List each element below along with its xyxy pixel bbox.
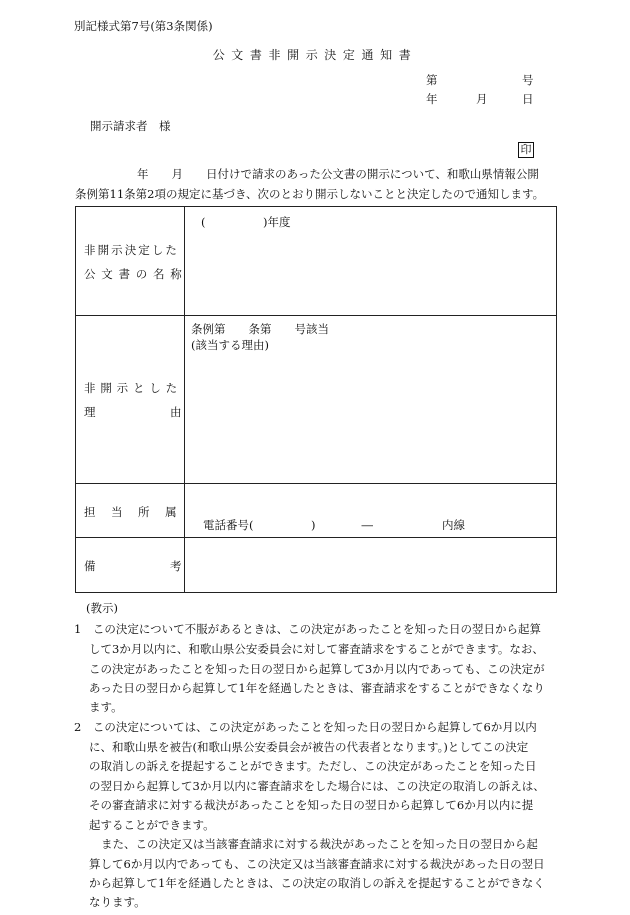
number-go: 号: [522, 73, 534, 87]
intro-line-2: 条例第11条第2項の規定に基づき、次のとおり開示しないことと決定したので通知します。: [75, 187, 545, 201]
note-line: なります。: [89, 895, 146, 909]
note-line: 算して6か月以内であっても、この決定又は当該審査請求に対する裁決があった日の翌日: [89, 857, 545, 871]
reason-label-char-b: 由: [170, 405, 182, 419]
remarks-label-char-b: 考: [170, 559, 182, 573]
decision-table: [75, 206, 557, 593]
note-line: 起することができます。: [89, 818, 215, 832]
note-line: に、和歌山県を被告(和歌山県公安委員会が被告の代表者となります。)としてこの決定: [89, 740, 529, 754]
name-value-cell: [185, 207, 557, 316]
dept-label: 担当所属: [84, 505, 193, 519]
note-line: から起算して1年を経過したときは、この決定の取消しの訴えを提起することができなく: [89, 876, 545, 890]
name-label-line-1: 非開示決定した: [84, 243, 179, 257]
remarks-value-cell: [185, 538, 557, 593]
note-line: あった日の翌日から起算して1年を経過したときは、審査請求をすることができなくなり: [89, 681, 545, 695]
fiscal-year-field: ( )年度: [201, 215, 291, 229]
note-line: その審査請求に対する裁決があったことを知った日の翌日から起算して6か月以内に提: [89, 798, 534, 812]
date-day: 日: [522, 92, 534, 106]
date-month: 月: [476, 92, 488, 106]
dept-label-cell: [76, 484, 193, 538]
note-line: また、この決定又は当該審査請求に対する裁決があったことを知った日の翌日から起: [101, 837, 538, 851]
applicable-reason: (該当する理由): [191, 338, 269, 352]
document-title: 公文書非開示決定通知書: [212, 48, 418, 62]
reason-label-line-1: 非開示とした: [84, 381, 182, 395]
requester: 開示請求者 様: [90, 119, 171, 133]
seal-mark: 印: [518, 142, 534, 158]
note-line: 1 この決定について不服があるときは、この決定があったことを知った日の翌日から起算: [74, 622, 541, 636]
date-year: 年: [426, 92, 438, 106]
name-label-line-2: 公文書の名称: [84, 267, 188, 281]
remarks-label-char-a: 備: [84, 559, 96, 573]
note-line: ます。: [89, 700, 123, 714]
note-line: 2 この決定については、この決定があったことを知った日の翌日から起算して6か月以内: [74, 720, 537, 734]
number-dai: 第: [426, 73, 438, 87]
intro-line-1: 年 月 日付けで請求のあった公文書の開示について、和歌山県情報公開: [137, 167, 539, 181]
reason-value-cell: [185, 316, 557, 484]
dept-value-cell: [185, 484, 557, 538]
phone-extension: 電話番号( ) ― 内線: [203, 518, 465, 532]
note-line: して3か月以内に、和歌山県公安委員会に対して審査請求をすることができます。なお、: [89, 642, 544, 656]
name-label-cell: [76, 207, 188, 316]
ordinance-clause: 条例第 条第 号該当: [191, 322, 329, 336]
note-line: この決定があったことを知った日の翌日から起算して3か月以内であっても、この決定が: [89, 662, 545, 676]
reason-label-cell: [76, 316, 185, 484]
note-line: の翌日から起算して3か月以内に審査請求をした場合には、この決定の取消しの訴えは、: [89, 779, 545, 793]
reason-label-char-a: 理: [84, 405, 96, 419]
note-line: の取消しの訴えを提起することができます。ただし、この決定があったことを知った日: [89, 759, 537, 773]
notes-heading: (教示): [86, 601, 118, 615]
form-id: 別記様式第7号(第3条関係): [74, 19, 213, 33]
remarks-label-cell: [76, 538, 185, 593]
